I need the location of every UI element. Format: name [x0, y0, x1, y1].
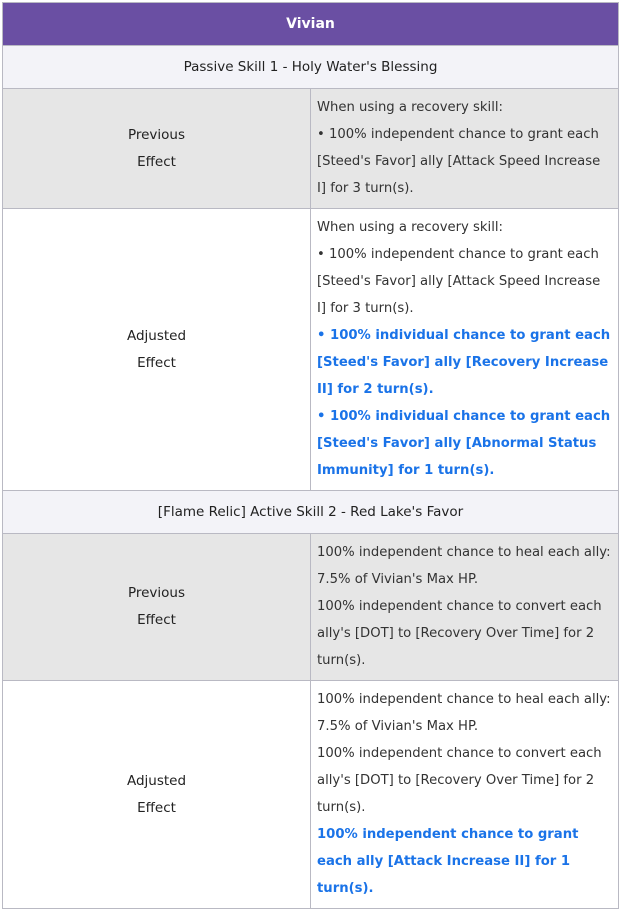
effect-line: • 100% independent chance to grant each [Steed's Favor] ally [Attack Speed Increase I] for 3 turn(s).	[317, 127, 601, 196]
effect-line: 100% independent chance to heal each ally: 7.5% of Vivian's Max HP.	[317, 545, 611, 587]
new-effect-line: • 100% individual chance to grant each [Steed's Favor] ally [Recovery Increase II] for 2 turn(s).	[317, 328, 611, 397]
adjusted-effect-text	[311, 681, 619, 909]
effect-line: When using a recovery skill:	[317, 220, 503, 235]
previous-effect-label: Previous Effect	[3, 89, 311, 209]
adjusted-effect-label: Adjusted Effect	[3, 681, 311, 909]
previous-effect-text	[311, 534, 619, 681]
patch-notes-table-wrapper	[2, 2, 619, 909]
previous-effect-label: Previous Effect	[3, 534, 311, 681]
skill-name-heading: Passive Skill 1 - Holy Water's Blessing	[3, 46, 619, 89]
new-effect-line: • 100% individual chance to grant each [Steed's Favor] ally [Abnormal Status Immunity] for 1 turn(s).	[317, 409, 611, 478]
skill-changes-table	[2, 2, 619, 909]
effect-line: 100% independent chance to convert each ally's [DOT] to [Recovery Over Time] for 2 turn(s).	[317, 599, 602, 668]
effect-line: When using a recovery skill:	[317, 100, 503, 115]
skill-name-heading: [Flame Relic] Active Skill 2 - Red Lake's Favor	[3, 491, 619, 534]
adjusted-effect-text	[311, 209, 619, 491]
adjusted-effect-label: Adjusted Effect	[3, 209, 311, 491]
effect-line: 100% independent chance to heal each ally: 7.5% of Vivian's Max HP.	[317, 692, 611, 734]
previous-effect-text	[311, 89, 619, 209]
effect-line: 100% independent chance to convert each ally's [DOT] to [Recovery Over Time] for 2 turn(s).	[317, 746, 602, 815]
effect-line: • 100% independent chance to grant each [Steed's Favor] ally [Attack Speed Increase I] for 3 turn(s).	[317, 247, 601, 316]
new-effect-line: 100% independent chance to grant each ally [Attack Increase II] for 1 turn(s).	[317, 827, 579, 896]
character-name-header: Vivian	[3, 3, 619, 46]
